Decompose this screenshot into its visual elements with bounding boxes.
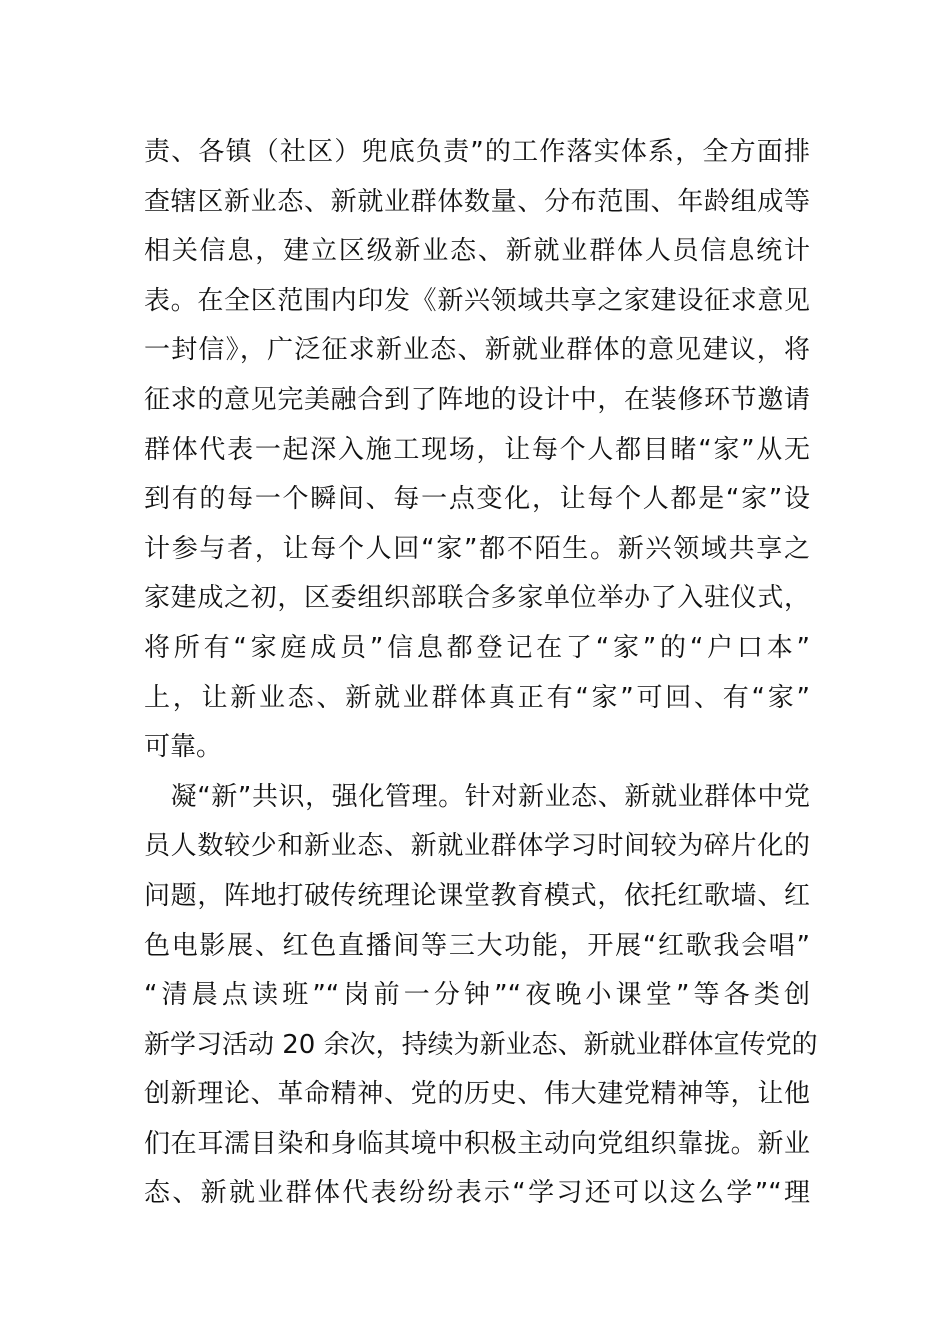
body-text: [144, 128, 818, 1219]
text-line: 上，让新业态、新就业群体真正有“家”可回、有“家”: [144, 682, 810, 713]
text-line: 家建成之初，区委组织部联合多家单位举办了入驻仪式，: [144, 583, 810, 614]
text-line: 将所有“家庭成员”信息都登记在了“家”的“户口本”: [144, 632, 810, 663]
text-line: 凝“新”共识，强化管理。针对新业态、新就业群体中党: [144, 781, 810, 812]
text-line: 问题，阵地打破传统理论课堂教育模式，依托红歌墙、红: [144, 880, 810, 911]
text-line: 群体代表一起深入施工现场，让每个人都目睹“家”从无: [144, 434, 810, 465]
text-line: 相关信息，建立区级新业态、新就业群体人员信息统计: [144, 236, 810, 267]
text-line: 表。在全区范围内印发《新兴领域共享之家建设征求意见: [144, 285, 810, 316]
text-line: 新学习活动 20 余次，持续为新业态、新就业群体宣传党的: [144, 1029, 818, 1060]
text-line: 色电影展、红色直播间等三大功能，开展“红歌我会唱”: [144, 930, 810, 961]
text-line: 征求的意见完美融合到了阵地的设计中，在装修环节邀请: [144, 384, 810, 415]
text-line: “清晨点读班”“岗前一分钟”“夜晚小课堂”等各类创: [144, 980, 810, 1011]
text-line: 责、各镇（社区）兜底负责”的工作落实体系，全方面排: [144, 137, 810, 167]
text-line: 到有的每一个瞬间、每一点变化，让每个人都是“家”设: [144, 484, 810, 515]
text-line: 创新理论、革命精神、党的历史、伟大建党精神等，让他: [144, 1079, 810, 1110]
text-line: 员人数较少和新业态、新就业群体学习时间较为碎片化的: [144, 831, 810, 862]
text-line: 查辖区新业态、新就业群体数量、分布范围、年龄组成等: [144, 186, 810, 217]
text-line: 计参与者，让每个人回“家”都不陌生。新兴领域共享之: [144, 533, 810, 564]
text-line: 一封信》，广泛征求新业态、新就业群体的意见建议，将: [144, 335, 810, 366]
text-line: 可靠。: [144, 732, 223, 763]
text-line: 态、新就业群体代表纷纷表示“学习还可以这么学”“理: [144, 1178, 810, 1209]
text-line: 们在耳濡目染和身临其境中积极主动向党组织靠拢。新业: [144, 1128, 810, 1159]
